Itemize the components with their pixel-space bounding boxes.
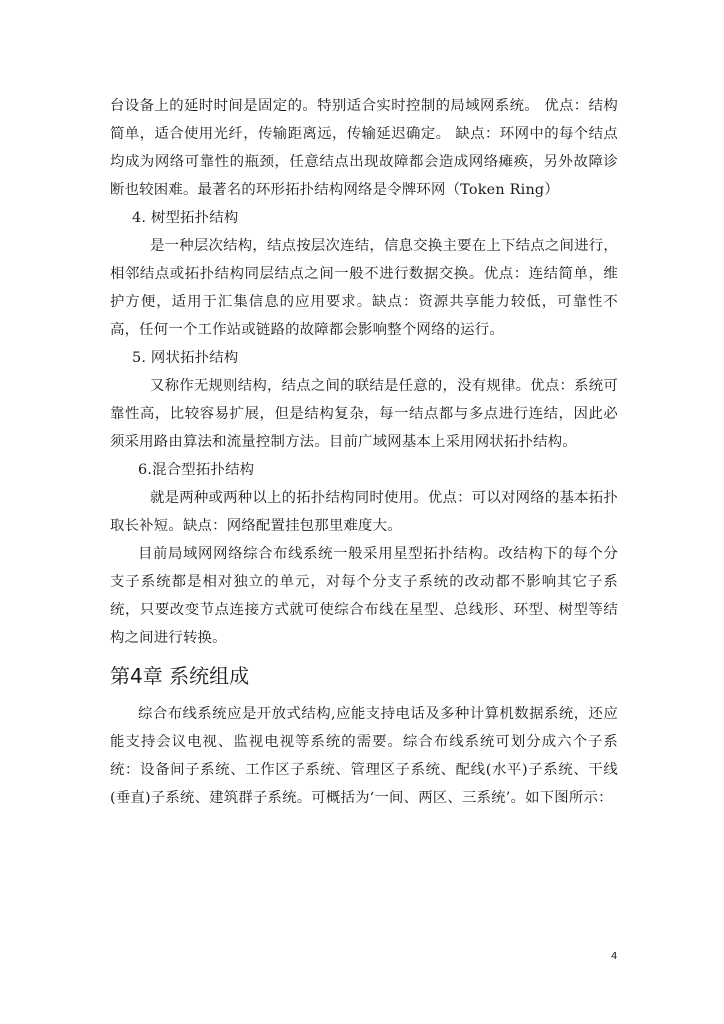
paragraph-tree-topology: 是一种层次结构，结点按层次连结，信息交换主要在上下结点之间进行，相邻结点或拓扑结构同层结点之间一般不进行数据交换。优点：连结简单，维护方便，适用于汇集信息的应用要求。缺点：资源共享能力较低，可靠性不高，任何一个工作站或链路的故障都会影响整个网络的运行。 [110,238,618,338]
paragraph-hybrid-topology: 就是两种或两种以上的拓扑结构同时使用。优点：可以对网络的基本拓扑取长补短。缺点：网络配置挂包那里难度大。 [110,490,618,534]
paragraph-mesh-topology: 又称作无规则结构，结点之间的联结是任意的，没有规律。优点：系统可靠性高，比较容易扩展，但是结构复杂，每一结点都与多点进行连结，因此必须采用路由算法和流量控制方法。目前广域网基本上采用网状拓扑结构。 [110,378,618,450]
subheading-mesh-topology: 5. 网状拓扑结构 [132,350,239,366]
paragraph-system-composition: 综合布线系统应是开放式结构,应能支持电话及多种计算机数据系统，还应能支持会议电视、监视电视等系统的需要。综合布线系统可划分成六个子系统：设备间子系统、工作区子系统、管理区子系统、配线(水平)子系统、干线(垂直)子系统、建筑群子系统。可概括为‘一间、两区、三系统’。如下图所示： [110,706,618,806]
subheading-tree-topology: 4. 树型拓扑结构 [132,210,239,226]
page-number: 4 [611,951,618,962]
subheading-hybrid-topology: 6.混合型拓扑结构 [138,462,255,478]
paragraph-ring-topology: 台设备上的延时时间是固定的。特别适合实时控制的局域网系统。 优点：结构简单，适合使用光纤，传输距离远，传输延迟确定。 缺点：环网中的每个结点均成为网络可靠性的瓶颈，任意结点出现故障都会造成网络瘫痪，另外故障诊断也较困难。最著名的环形拓扑结构网络是令牌环网（Token Ring） [110,98,618,198]
paragraph-lan-cabling: 目前局域网网络综合布线系统一般采用星型拓扑结构。改结构下的每个分支子系统都是相对独立的单元，对每个分支子系统的改动都不影响其它子系统，只要改变节点连接方式就可使综合布线在星型、总线形、环型、树型等结构之间进行转换。 [110,546,618,646]
page-body [110,92,618,812]
chapter-heading: 第4章 系统组成 [110,664,250,688]
